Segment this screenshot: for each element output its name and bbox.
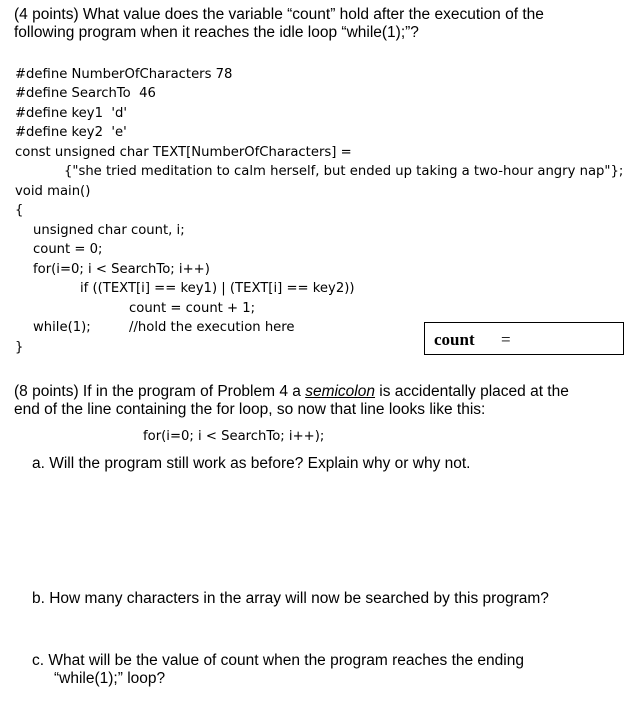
code-comment: //hold the execution here: [129, 320, 295, 335]
problem-4-line-2: following program when it reaches the idle loop “while(1);”?: [14, 24, 419, 41]
code-line: #define key2 'e': [15, 125, 127, 140]
problem-5-line-2: end of the line containing the for loop, so now that line looks like this:: [14, 401, 486, 418]
code-line: unsigned char count, i;: [33, 223, 185, 238]
modified-for-loop: for(i=0; i < SearchTo; i++);: [143, 429, 325, 444]
problem-4-line-1: (4 points) What value does the variable “count” hold after the execution of the: [14, 6, 544, 23]
question-c-line-1: c. What will be the value of count when the program reaches the ending: [32, 652, 524, 669]
code-line: count = count + 1;: [129, 301, 256, 316]
question-c-line-2: “while(1);” loop?: [54, 670, 166, 687]
code-line: {"she tried meditation to calm herself, but ended up taking a two-hour angry nap"};: [64, 164, 624, 179]
problem-5-text: (8 points) If in the program of Problem 4 a: [14, 383, 306, 400]
code-line: {: [15, 203, 24, 218]
equals-sign: =: [501, 330, 511, 349]
code-line: if ((TEXT[i] == key1) | (TEXT[i] == key2)): [80, 281, 355, 296]
code-line: void main(): [15, 184, 91, 199]
count-answer-box[interactable]: [424, 322, 624, 355]
code-line: }: [15, 340, 24, 355]
semicolon-emphasis: semicolon: [305, 383, 375, 400]
question-a: a. Will the program still work as before? Explain why or why not.: [32, 455, 471, 472]
problem-5-line-1: [14, 383, 569, 401]
code-line: const unsigned char TEXT[NumberOfCharacters] =: [15, 145, 352, 160]
question-b: b. How many characters in the array will now be searched by this program?: [32, 590, 549, 607]
code-line: count = 0;: [33, 242, 103, 257]
count-label: count: [434, 330, 475, 349]
code-line: #define NumberOfCharacters 78: [15, 67, 233, 82]
code-line: while(1);: [33, 320, 91, 335]
code-line: for(i=0; i < SearchTo; i++): [33, 262, 210, 277]
problem-5-text: is accidentally placed at the: [374, 383, 569, 400]
code-line: #define key1 'd': [15, 106, 127, 121]
code-line: #define SearchTo 46: [15, 86, 156, 101]
